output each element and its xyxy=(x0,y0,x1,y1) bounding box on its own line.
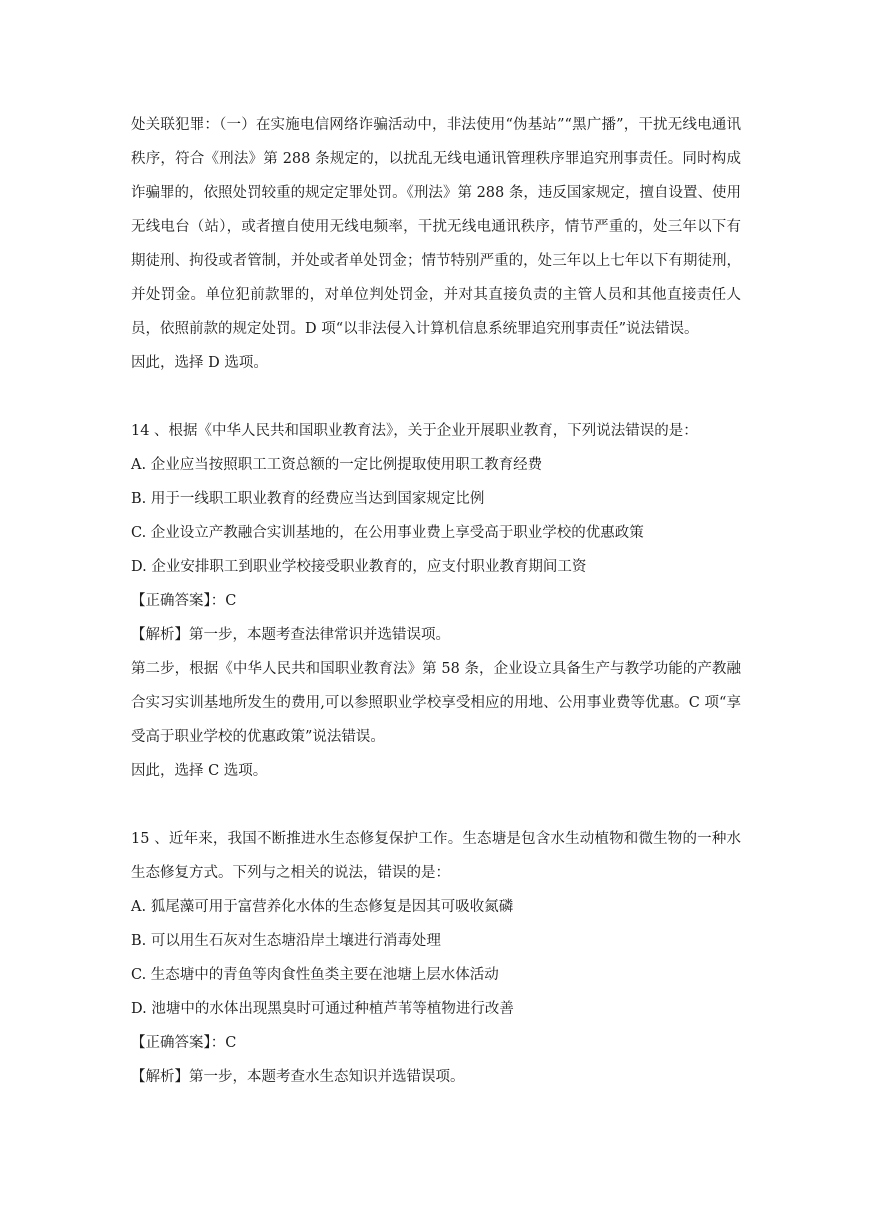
question-14-option-c: C. 企业设立产教融合实训基地的，在公用事业费上享受高于职业学校的优惠政策 xyxy=(131,525,644,541)
question-15-answer: 【正确答案】：C xyxy=(131,1035,237,1051)
intro-conclusion: 因此，选择 D 选项。 xyxy=(131,355,268,371)
question-15-option-d: D. 池塘中的水体出现黑臭时可通过种植芦苇等植物进行改善 xyxy=(131,1001,514,1017)
question-14 xyxy=(131,414,741,788)
question-15-option-c: C. 生态塘中的青鱼等肉食性鱼类主要在池塘上层水体活动 xyxy=(131,967,499,983)
question-15-analysis-step1: 【解析】第一步，本题考查水生态知识并选错误项。 xyxy=(131,1069,465,1085)
question-15-stem: 15 、近年来，我国不断推进水生态修复保护工作。生态塘是包含水生动植物和微生物的一种水生态修复方式。下列与之相关的说法，错误的是： xyxy=(131,831,741,881)
intro-paragraph: 处关联犯罪：（一）在实施电信网络诈骗活动中，非法使用“伪基站”“黑广播”，干扰无线电通讯秩序，符合《刑法》第 288 条规定的，以扰乱无线电通讯管理秩序罪追究刑事责任。同时构成诈骗罪的，依照处罚较重的规定定罪处罚。《刑法》第 288 条，违反国家规定，擅自设置、使用无线电台（站），或者擅自使用无线电频率，干扰无线电通讯秩序，情节严重的，处三年以下有期徒刑、拘役或者管制，并处或者单处罚金；情节特别严重的，处三年以上七年以下有期徒刑，并处罚金。单位犯前款罪的，对单位判处罚金，并对其直接负责的主管人员和其他直接责任人员，依照前款的规定处罚。D 项“以非法侵入计算机信息系统罪追究刑事责任”说法错误。 xyxy=(131,117,741,337)
question-15 xyxy=(131,822,741,1094)
question-15-option-a: A. 狐尾藻可用于富营养化水体的生态修复是因其可吸收氮磷 xyxy=(131,899,514,915)
question-14-stem: 14 、根据《中华人民共和国职业教育法》，关于企业开展职业教育，下列说法错误的是： xyxy=(131,423,698,439)
question-14-option-d: D. 企业安排职工到职业学校接受职业教育的，应支付职业教育期间工资 xyxy=(131,559,587,575)
question-14-answer: 【正确答案】：C xyxy=(131,593,237,609)
section-gap xyxy=(131,380,741,414)
question-14-analysis-step1: 【解析】第一步，本题考查法律常识并选错误项。 xyxy=(131,627,450,643)
question-14-analysis-step2: 第二步，根据《中华人民共和国职业教育法》第 58 条，企业设立具备生产与教学功能的产教融合实习实训基地所发生的费用,可以参照职业学校享受相应的用地、公用事业费等优惠。C 项“享受高于职业学校的优惠政策”说法错误。 xyxy=(131,661,741,745)
question-14-option-a: A. 企业应当按照职工工资总额的一定比例提取使用职工教育经费 xyxy=(131,457,543,473)
question-14-conclusion: 因此，选择 C 选项。 xyxy=(131,763,268,779)
question-15-option-b: B. 可以用生石灰对生态塘沿岸土壤进行消毒处理 xyxy=(131,933,441,949)
section-gap xyxy=(131,788,741,822)
question-14-option-b: B. 用于一线职工职业教育的经费应当达到国家规定比例 xyxy=(131,491,485,507)
document-content xyxy=(131,108,741,1094)
